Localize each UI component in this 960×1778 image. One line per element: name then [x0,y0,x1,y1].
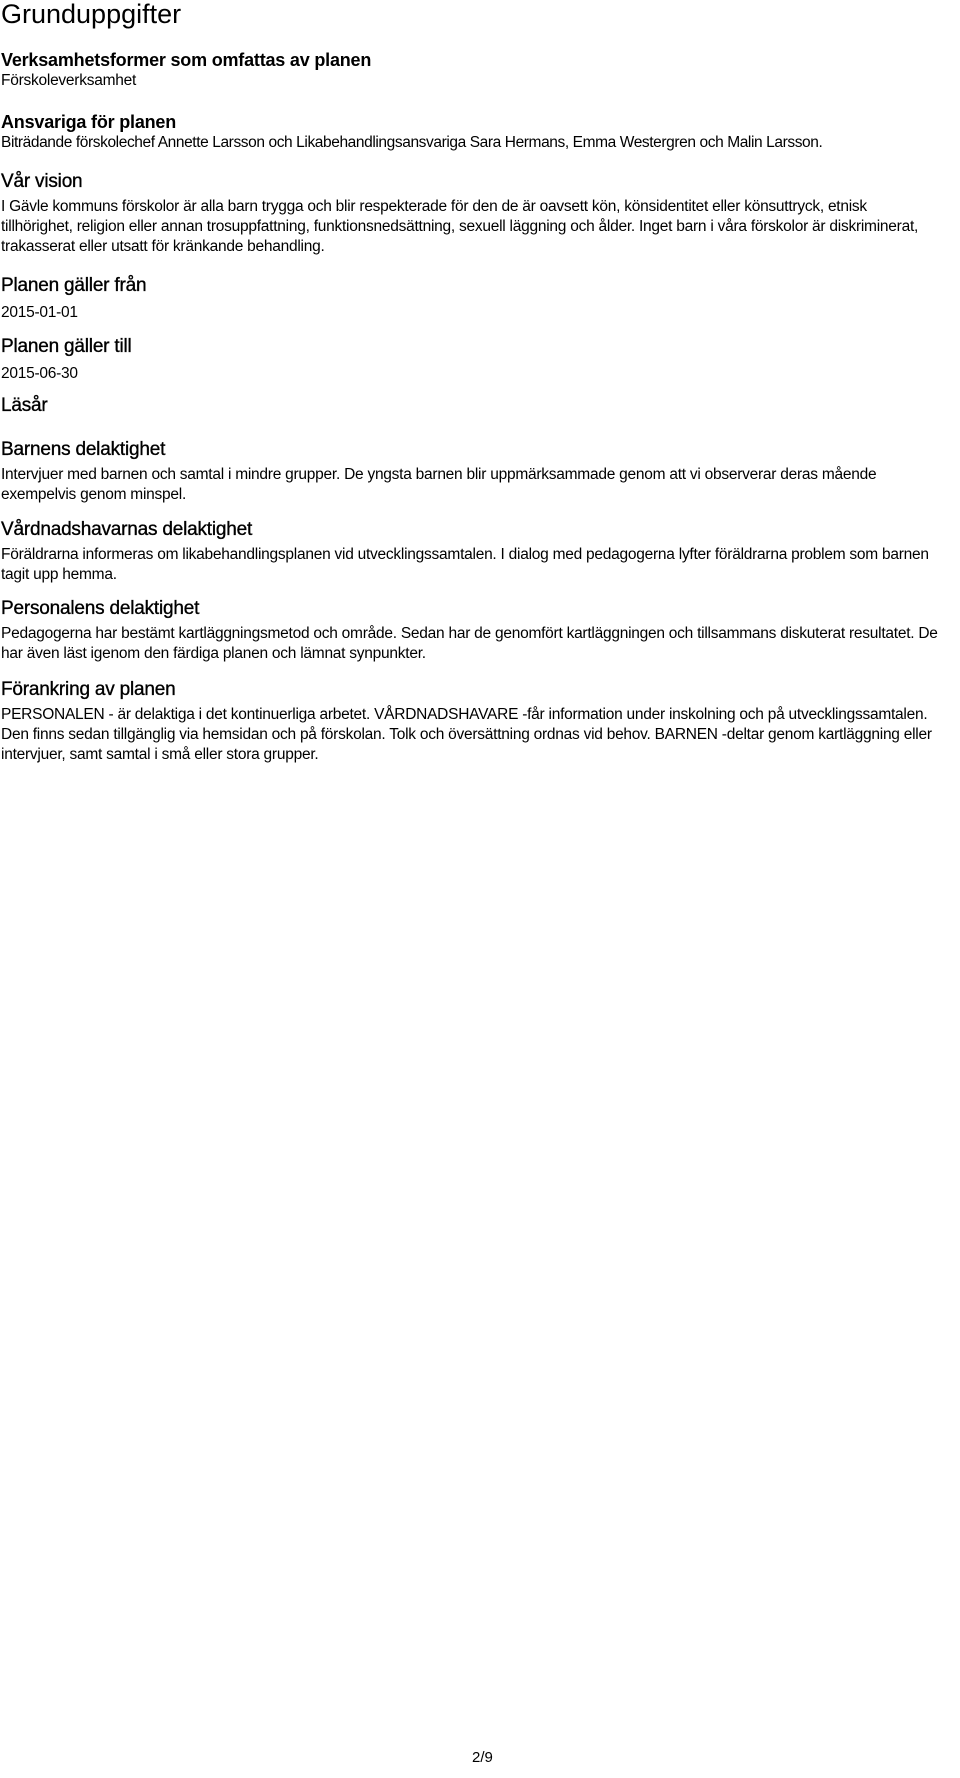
section-heading: Planen gäller till [1,336,132,357]
section-text: PERSONALEN - är delaktiga i det kontinuerliga arbetet. VÅRDNADSHAVARE -får information under inskolning och på utvecklingssamtalen. Den finns sedan tillgänglig via hemsidan och på förskolan. Tolk och översättning ordnas vid behov. BARNEN -deltar genom kartläggning eller intervjuer, samt samtal i små eller stora grupper. [1,706,932,763]
section-heading: Barnens delaktighet [1,439,166,460]
section-text: Biträdande förskolechef Annette Larsson och Likabehandlingsansvariga Sara Hermans, Emma Westergren och Malin Larsson. [1,134,823,151]
section-text: Förskoleverksamhet [1,72,137,89]
section-heading: Förankring av planen [1,679,176,700]
section-forankring-av-planen [1,679,941,765]
section-heading: Planen gäller från [1,275,147,296]
section-lasar [1,395,941,417]
page-number: 2/9 [472,1749,493,1766]
section-planen-galler-fran [1,275,941,323]
section-text: Intervjuer med barnen och samtal i mindre grupper. De yngsta barnen blir uppmärksammade genom att vi observerar deras mående exempelvis genom minspel. [1,466,877,503]
end-date: 2015-06-30 [1,365,78,382]
section-heading: Läsår [1,395,48,416]
section-text: I Gävle kommuns förskolor är alla barn trygga och blir respekterade för den de är oavsett kön, könsidentitet eller könsuttryck, etnisk tillhörighet, religion eller annan trosuppfattning, funktionsnedsättning, sexuell läggning och ålder. Inget barn i våra förskolor är diskriminerat, trakasserat eller utsatt för kränkande behandling. [1,198,919,255]
section-text: Pedagogerna har bestämt kartläggningsmetod och område. Sedan har de genomfört kartläggningen och tillsammans diskuterat resultatet. De har även läst igenom den färdiga planen och lämnat synpunkter. [1,625,938,662]
section-heading: Vår vision [1,171,83,192]
page-title: Grunduppgifter [1,0,182,29]
section-planen-galler-till [1,336,941,384]
section-barnens-delaktighet [1,439,941,505]
section-var-vision [1,171,941,257]
section-ansvariga [1,111,941,153]
section-vardnadshavarnas-delaktighet [1,519,941,585]
start-date: 2015-01-01 [1,304,78,321]
section-heading: Verksamhetsformer som omfattas av planen [1,50,372,70]
section-text: Föräldrarna informeras om likabehandlingsplanen vid utvecklingssamtalen. I dialog med pedagogerna lyfter föräldrarna problem som barnen tagit upp hemma. [1,546,929,583]
section-heading: Personalens delaktighet [1,598,200,619]
section-heading: Vårdnadshavarnas delaktighet [1,519,253,540]
section-personalens-delaktighet [1,598,941,664]
section-verksamhetsformer [1,49,941,91]
section-heading: Ansvariga för planen [1,112,177,132]
